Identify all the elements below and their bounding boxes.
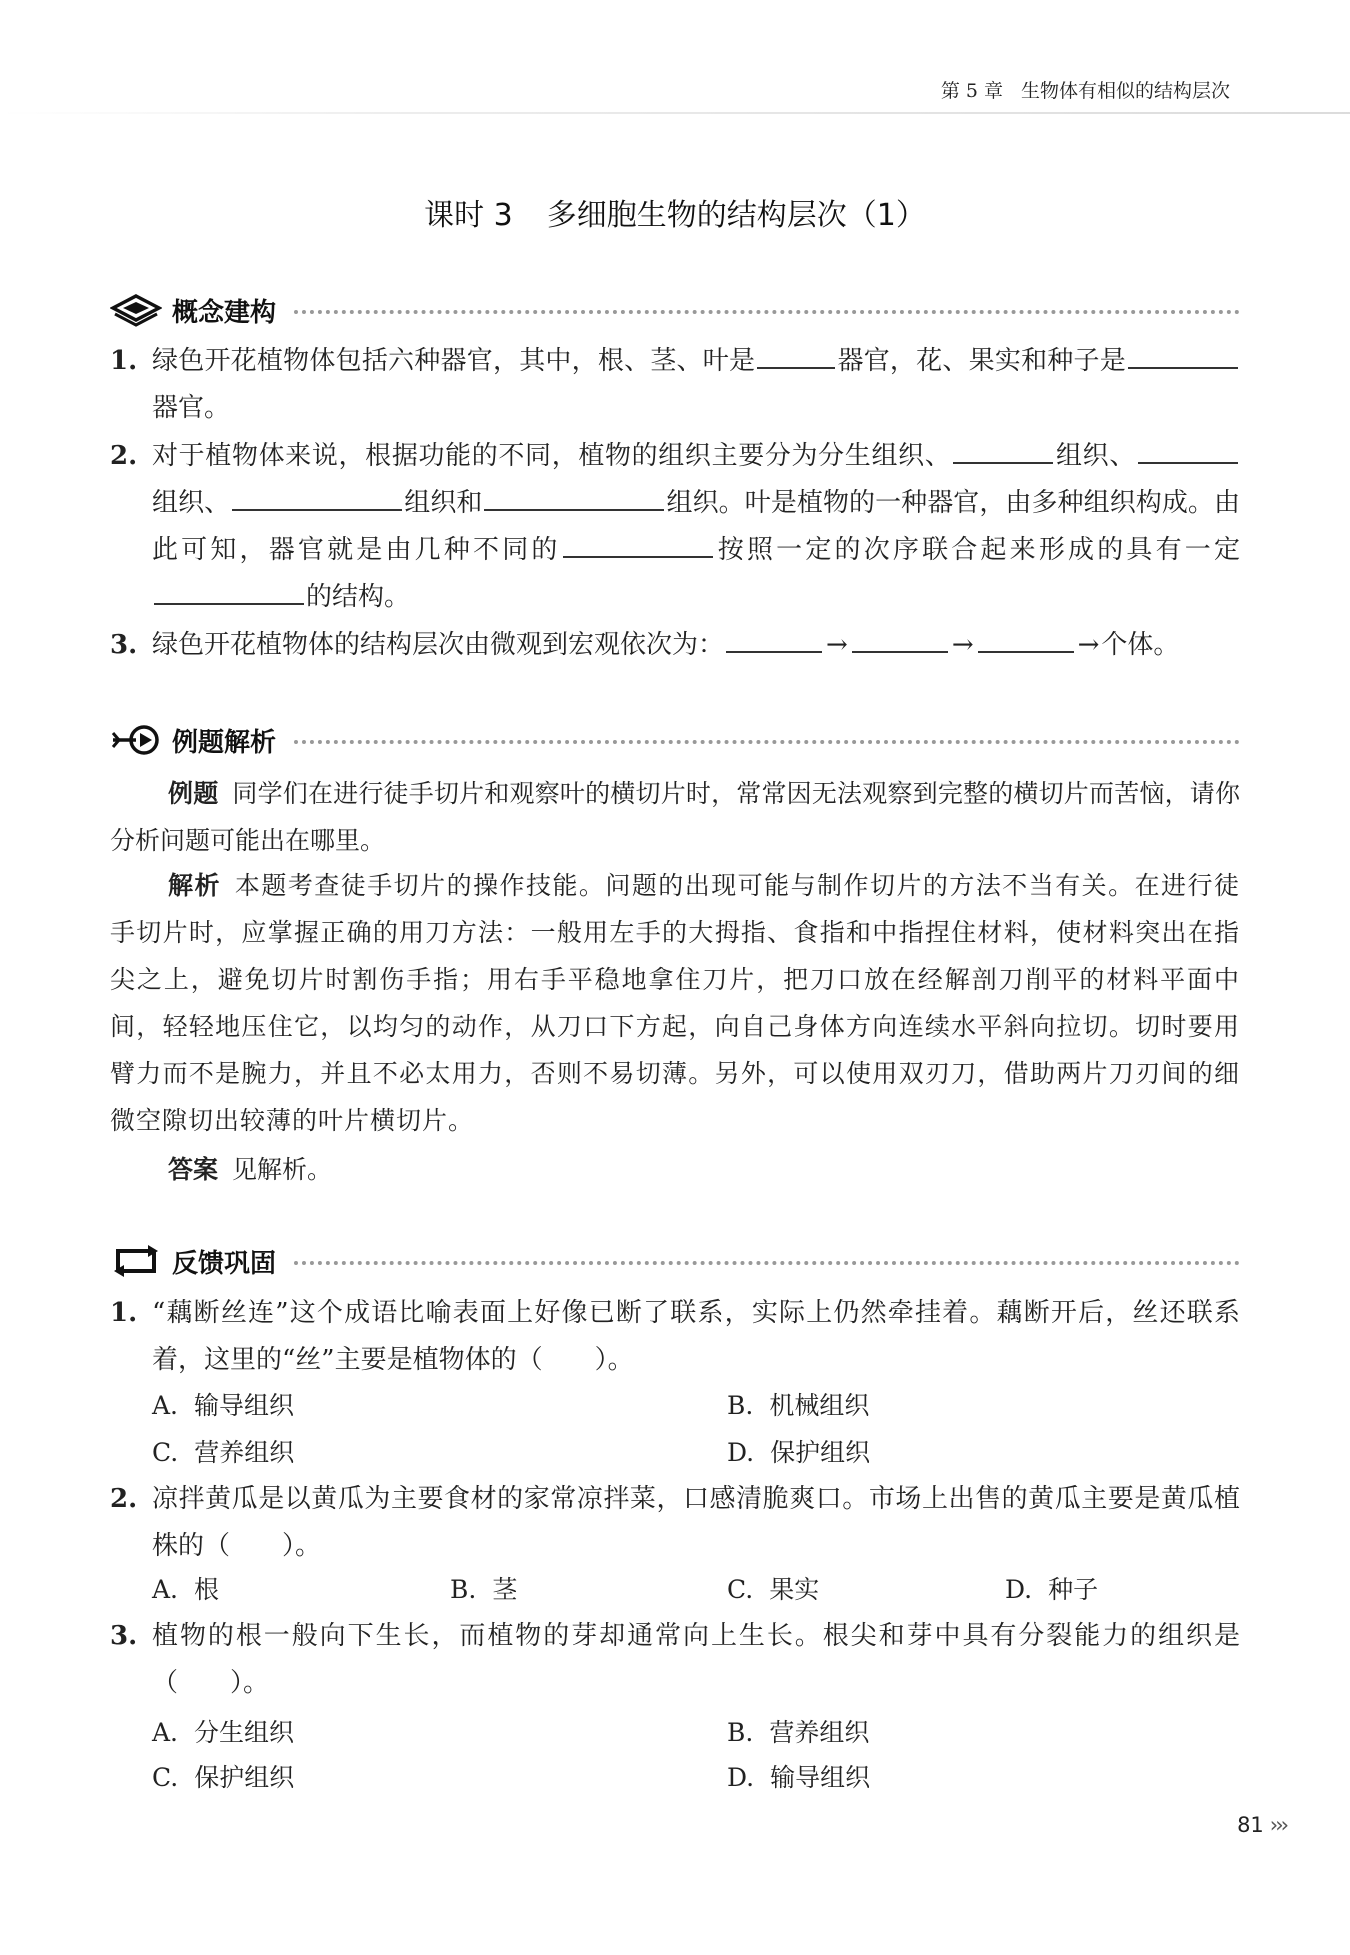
concept-item-2 xyxy=(110,433,1240,621)
option-b[interactable] xyxy=(727,1713,869,1753)
option-text: 输导组织 xyxy=(770,1763,871,1792)
fill-blank[interactable] xyxy=(757,339,835,369)
option-letter: A. xyxy=(152,1718,179,1747)
section-example-label: 例题解析 xyxy=(172,727,277,758)
option-letter: D. xyxy=(1005,1575,1033,1604)
analysis-tag: 解析 xyxy=(168,871,221,900)
question-stem: 凉拌黄瓜是以黄瓜为主要食材的家常凉拌菜，口感清脆爽口。市场上出售的黄瓜主要是黄瓜植株的（ ）。 xyxy=(152,1484,1240,1561)
option-letter: B. xyxy=(727,1718,754,1747)
dotted-rule xyxy=(294,740,1240,744)
chapter-number: 第 5 章 xyxy=(940,80,1003,102)
section-concept-header xyxy=(110,290,1240,330)
item-text: 器官，花、果实和种子是 xyxy=(837,346,1126,376)
option-text: 根 xyxy=(194,1575,220,1604)
option-b[interactable] xyxy=(450,1570,517,1610)
fill-blank[interactable] xyxy=(563,528,713,558)
option-letter: D. xyxy=(727,1763,755,1792)
option-text: 果实 xyxy=(769,1575,820,1604)
answer-tag: 答案 xyxy=(168,1155,219,1184)
fill-blank[interactable] xyxy=(484,481,664,511)
question-stem: “藕断丝连”这个成语比喻表面上好像已断了联系，实际上仍然牵挂着。藕断开后，丝还联系着，这里的“丝”主要是植物体的（ ）。 xyxy=(152,1298,1240,1375)
option-letter: C. xyxy=(152,1763,179,1792)
header-rule xyxy=(0,112,1350,114)
running-header xyxy=(941,76,1230,103)
option-letter: A. xyxy=(152,1391,179,1420)
question-number: 2. xyxy=(110,1484,138,1514)
dotted-rule xyxy=(294,1261,1240,1265)
fill-blank[interactable] xyxy=(232,481,402,511)
option-text: 营养组织 xyxy=(194,1438,295,1467)
option-text: 保护组织 xyxy=(770,1438,871,1467)
layers-icon xyxy=(110,293,162,327)
question-number: 3. xyxy=(110,1621,138,1651)
option-text: 茎 xyxy=(492,1575,518,1604)
option-a[interactable] xyxy=(152,1386,294,1426)
option-text: 保护组织 xyxy=(194,1763,295,1792)
section-feedback-header xyxy=(110,1241,1240,1281)
item-number: 1. xyxy=(110,346,138,376)
option-d[interactable] xyxy=(1005,1570,1098,1610)
fill-blank[interactable] xyxy=(852,623,948,653)
question-tag: 例题 xyxy=(168,779,219,808)
section-example-header xyxy=(110,720,1240,760)
fill-blank[interactable] xyxy=(1128,339,1238,369)
arrow-icon: → xyxy=(826,630,848,660)
target-arrow-icon xyxy=(110,723,162,757)
fill-blank[interactable] xyxy=(953,434,1053,464)
section-concept-label: 概念建构 xyxy=(172,297,277,328)
option-text: 机械组织 xyxy=(769,1391,870,1420)
arrow-icon: → xyxy=(1077,630,1100,660)
item-text: 的结构。 xyxy=(306,582,411,612)
chapter-title: 生物体有相似的结构层次 xyxy=(1020,80,1230,102)
option-letter: C. xyxy=(152,1438,179,1467)
option-a[interactable] xyxy=(152,1713,294,1753)
item-text: 组织和 xyxy=(404,488,483,518)
arrow-icon: → xyxy=(951,630,974,660)
option-c[interactable] xyxy=(152,1758,294,1798)
example-analysis xyxy=(110,862,1240,1144)
item-text: 组织、 xyxy=(1055,441,1136,471)
concept-item-1 xyxy=(110,338,1240,432)
option-letter: B. xyxy=(450,1575,477,1604)
chevrons-icon: ››› xyxy=(1269,1813,1286,1837)
question-text: 同学们在进行徒手切片和观察叶的横切片时，常常因无法观察到完整的横切片而苦恼，请你分析问题可能出在哪里。 xyxy=(110,779,1240,855)
fill-blank[interactable] xyxy=(978,623,1074,653)
loop-arrows-icon xyxy=(110,1244,162,1278)
answer-text: 见解析。 xyxy=(232,1155,333,1184)
option-text: 分生组织 xyxy=(194,1718,295,1747)
option-c[interactable] xyxy=(152,1433,294,1473)
item-text: 器官。 xyxy=(152,393,231,423)
lesson-number: 课时 3 xyxy=(424,198,513,233)
lesson-title-text: 多细胞生物的结构层次（1） xyxy=(546,198,926,233)
item-number: 3. xyxy=(110,630,138,660)
item-text: 绿色开花植物体包括六种器官，其中，根、茎、叶是 xyxy=(152,346,756,376)
example-answer xyxy=(110,1146,1240,1193)
concept-item-3 xyxy=(110,622,1240,669)
option-letter: C. xyxy=(727,1575,754,1604)
feedback-question-3 xyxy=(110,1613,1240,1707)
item-text: 组织。叶是植物的一种器官，由多种组织构成。由此可知，器官就是由几种不同的 xyxy=(152,488,1240,565)
item-text: 组织、 xyxy=(152,488,231,518)
feedback-question-2 xyxy=(110,1476,1240,1570)
option-text: 营养组织 xyxy=(769,1718,870,1747)
page-number xyxy=(1237,1813,1286,1837)
lesson-title xyxy=(0,190,1350,234)
fill-blank[interactable] xyxy=(154,575,304,605)
question-number: 1. xyxy=(110,1298,138,1328)
option-a[interactable] xyxy=(152,1570,219,1610)
section-feedback-label: 反馈巩固 xyxy=(172,1248,277,1279)
option-letter: B. xyxy=(727,1391,754,1420)
option-text: 输导组织 xyxy=(194,1391,295,1420)
dotted-rule xyxy=(294,310,1240,314)
fill-blank[interactable] xyxy=(1138,434,1238,464)
analysis-text: 本题考查徒手切片的操作技能。问题的出现可能与制作切片的方法不当有关。在进行徒手切片时，应掌握正确的用刀方法：一般用左手的大拇指、食指和中指捏住材料，使材料突出在指尖之上，避免切片时割伤手指；用右手平稳地拿住刀片，把刀口放在经解剖刀削平的材料平面中间，轻轻地压住它，以均匀的动作，从刀口下方起，向自己身体方向连续水平斜向拉切。切时要用臂力而不是腕力，并且不必太用力，否则不易切薄。另外，可以使用双刃刀，借助两片刀刃间的细微空隙切出较薄的叶片横切片。 xyxy=(110,871,1240,1135)
option-c[interactable] xyxy=(727,1570,819,1610)
option-b[interactable] xyxy=(727,1386,869,1426)
item-text: 按照一定的次序联合起来形成的具有一定 xyxy=(714,535,1240,565)
item-text: 对于植物体来说，根据功能的不同，植物的组织主要分为分生组织、 xyxy=(152,441,952,471)
option-letter: A. xyxy=(152,1575,179,1604)
item-text: 绿色开花植物体的结构层次由微观到宏观依次为： xyxy=(152,630,725,660)
option-text: 种子 xyxy=(1048,1575,1099,1604)
option-d[interactable] xyxy=(727,1433,870,1473)
feedback-question-1 xyxy=(110,1290,1240,1384)
question-stem: 植物的根一般向下生长，而植物的芽却通常向上生长。根尖和芽中具有分裂能力的组织是（ ）。 xyxy=(152,1621,1240,1698)
page-number-text: 81 xyxy=(1237,1813,1264,1837)
example-question xyxy=(110,770,1240,864)
option-letter: D. xyxy=(727,1438,755,1467)
item-text: 个体。 xyxy=(1101,630,1180,660)
fill-blank[interactable] xyxy=(726,623,822,653)
option-d[interactable] xyxy=(727,1758,870,1798)
item-number: 2. xyxy=(110,441,138,471)
